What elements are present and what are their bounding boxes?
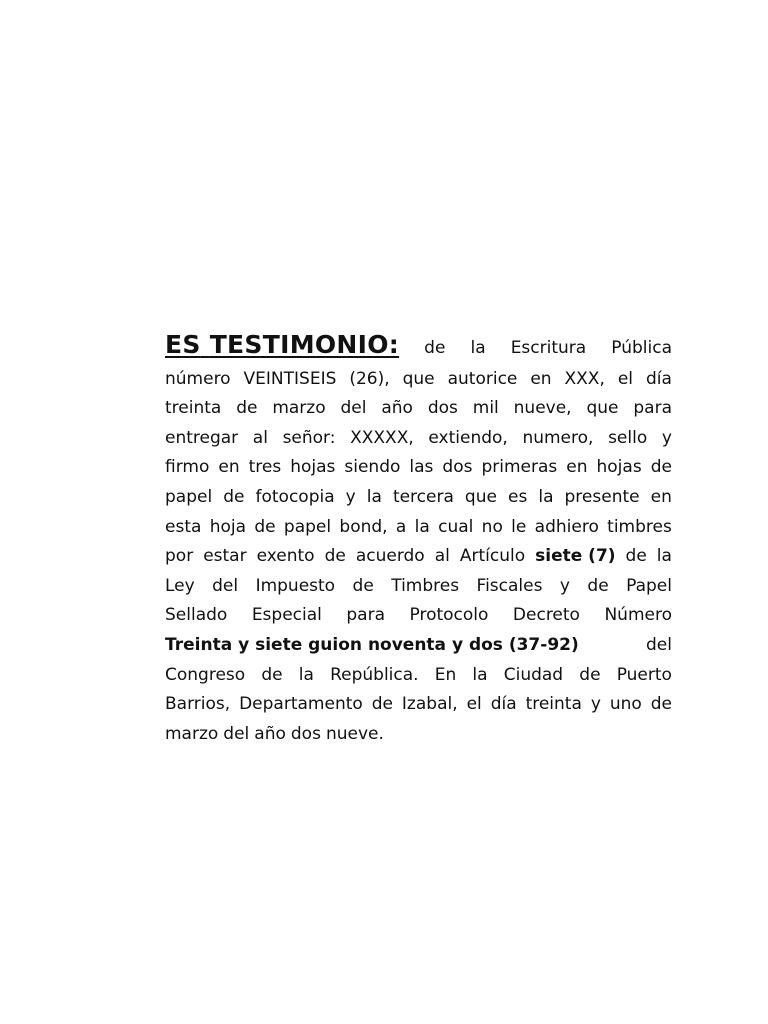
paragraph-line xyxy=(165,602,672,632)
word: Fiscales xyxy=(476,575,543,596)
word: el xyxy=(617,368,633,389)
word: entregar xyxy=(165,427,239,448)
bold-phrase: Treinta y siete guion noventa y dos (37-92) xyxy=(165,634,579,655)
paragraph-line xyxy=(165,329,672,365)
word: dos xyxy=(427,398,458,419)
word: la xyxy=(366,486,382,507)
word: la xyxy=(538,486,554,507)
word: en xyxy=(218,457,240,478)
word: Pública xyxy=(611,338,672,358)
word: XXX, xyxy=(564,368,605,389)
word: de xyxy=(371,694,393,715)
word: año xyxy=(381,398,413,419)
bold-phrase: siete (7) xyxy=(535,546,616,567)
word: el xyxy=(466,694,482,715)
word: año xyxy=(254,723,286,744)
word: señor: xyxy=(282,427,336,448)
word: no xyxy=(481,516,503,537)
word: Número xyxy=(604,605,672,626)
word: Ley xyxy=(165,575,195,596)
word: de xyxy=(236,398,258,419)
word: de xyxy=(352,575,374,596)
word: en xyxy=(566,457,588,478)
word: adhiero xyxy=(534,516,599,537)
word: la xyxy=(414,516,430,537)
word: tercera xyxy=(392,486,454,507)
word: papel xyxy=(165,486,213,507)
word: al xyxy=(252,427,268,448)
paragraph-line xyxy=(165,720,672,750)
word: Puerto xyxy=(616,664,672,685)
word: la xyxy=(472,664,488,685)
word: Artículo xyxy=(459,546,526,567)
word: le xyxy=(511,516,527,537)
word: Barrios, xyxy=(165,694,231,715)
word: sello xyxy=(608,427,648,448)
word: por xyxy=(165,546,194,567)
word: en xyxy=(530,368,552,389)
word: primeras xyxy=(481,457,558,478)
word: bond, xyxy=(339,516,388,537)
word: de xyxy=(261,664,283,685)
word: y xyxy=(559,575,570,596)
testimonio-paragraph xyxy=(165,329,672,750)
word: número xyxy=(165,368,231,389)
word: presente xyxy=(564,486,640,507)
word: (26), xyxy=(349,368,390,389)
word: Sellado xyxy=(165,605,228,626)
word: hojas xyxy=(596,457,642,478)
word: para xyxy=(346,605,385,626)
word: Ciudad xyxy=(503,664,564,685)
word: dos xyxy=(442,457,473,478)
word: mil xyxy=(472,398,499,419)
word: de xyxy=(625,546,647,567)
word: exento xyxy=(256,546,315,567)
word: la xyxy=(298,664,314,685)
word: timbres xyxy=(607,516,672,537)
paragraph-line xyxy=(165,543,672,573)
word: que xyxy=(586,398,619,419)
word: las xyxy=(409,457,434,478)
word: de xyxy=(223,486,245,507)
word: nueve, xyxy=(513,398,572,419)
word: de xyxy=(324,546,346,567)
word: de xyxy=(650,694,672,715)
word: República. xyxy=(330,664,419,685)
word: Timbres xyxy=(391,575,460,596)
paragraph-line xyxy=(165,365,672,395)
word: fotocopia xyxy=(255,486,335,507)
word: la xyxy=(470,338,486,358)
paragraph-line xyxy=(165,572,672,602)
word: siendo xyxy=(344,457,401,478)
paragraph-line xyxy=(165,661,672,691)
word: autorice xyxy=(447,368,518,389)
word: que xyxy=(402,368,435,389)
word: tres xyxy=(248,457,282,478)
word: extiendo, xyxy=(428,427,508,448)
word: para xyxy=(633,398,672,419)
testimonio-heading: ES TESTIMONIO: xyxy=(165,330,400,359)
word: de xyxy=(579,664,601,685)
word: en xyxy=(650,486,672,507)
word: estar xyxy=(203,546,247,567)
paragraph-line xyxy=(165,513,672,543)
word: papel xyxy=(283,516,332,537)
paragraph-line xyxy=(165,395,672,425)
word: día xyxy=(645,368,672,389)
word: Especial xyxy=(251,605,322,626)
word: treinta xyxy=(525,694,582,715)
word: al xyxy=(434,546,450,567)
word: Departamento xyxy=(239,694,363,715)
word: VEINTISEIS xyxy=(243,368,337,389)
word: Impuesto xyxy=(255,575,336,596)
word: y xyxy=(661,427,672,448)
paragraph-line xyxy=(165,483,672,513)
paragraph-line xyxy=(165,691,672,721)
word: día xyxy=(490,694,517,715)
word: uno xyxy=(609,694,642,715)
word: hoja xyxy=(209,516,247,537)
word: hojas xyxy=(290,457,336,478)
word: nueve. xyxy=(325,723,384,744)
word: de xyxy=(254,516,276,537)
word: firmo xyxy=(165,457,210,478)
word: numero, xyxy=(522,427,594,448)
word: Congreso xyxy=(165,664,246,685)
word: del xyxy=(212,575,239,596)
word: dos xyxy=(290,723,321,744)
word: esta xyxy=(165,516,202,537)
word: XXXXX, xyxy=(350,427,414,448)
word: y xyxy=(345,486,356,507)
word: Papel xyxy=(626,575,672,596)
word: de xyxy=(587,575,609,596)
word: a xyxy=(395,516,407,537)
word: es xyxy=(507,486,528,507)
paragraph-line xyxy=(165,454,672,484)
word: de xyxy=(424,338,446,358)
word: del xyxy=(646,634,672,655)
word: En xyxy=(434,664,457,685)
paragraph-line xyxy=(165,424,672,454)
word: acuerdo xyxy=(355,546,425,567)
word: marzo xyxy=(272,398,326,419)
word: treinta xyxy=(165,398,222,419)
paragraph-line xyxy=(165,631,672,661)
word: Izabal, xyxy=(401,694,458,715)
word: marzo xyxy=(165,723,219,744)
word: Decreto xyxy=(512,605,580,626)
word: de xyxy=(650,457,672,478)
word: y xyxy=(590,694,601,715)
word: que xyxy=(464,486,497,507)
word: cual xyxy=(438,516,474,537)
word: la xyxy=(656,546,672,567)
word: del xyxy=(223,723,250,744)
word: del xyxy=(340,398,367,419)
word: Escritura xyxy=(510,338,587,358)
word: Protocolo xyxy=(409,605,489,626)
